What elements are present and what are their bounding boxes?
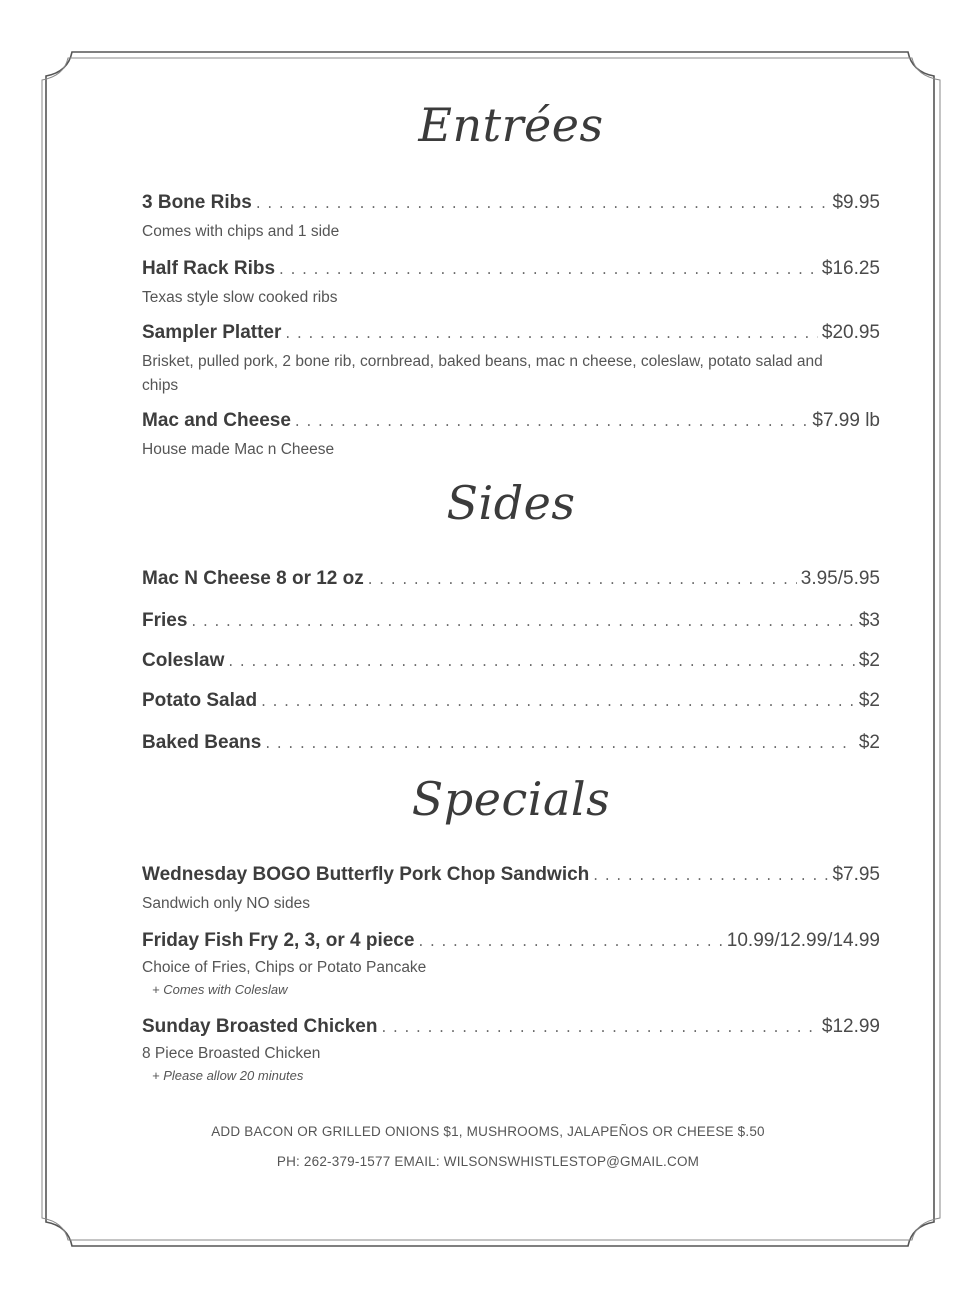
dot-leader (381, 1018, 817, 1036)
side-name: Potato Salad (142, 690, 258, 711)
side-name: Baked Beans (142, 732, 262, 753)
special-item (142, 1016, 880, 1083)
dot-leader (295, 412, 808, 430)
entree-name: Sampler Platter (142, 322, 282, 343)
dot-leader (228, 652, 854, 670)
side-price: $2 (858, 690, 880, 711)
side-price: $2 (858, 732, 880, 753)
entree-name: 3 Bone Ribs (142, 192, 252, 213)
entree-price: $7.99 lb (812, 410, 880, 431)
special-price: $7.95 (832, 864, 880, 885)
entrees-heading: Entrées (418, 98, 604, 152)
entree-price: $20.95 (821, 322, 880, 343)
special-note: + Comes with Coleslaw (152, 982, 288, 997)
special-description: Choice of Fries, Chips or Potato Pancake (142, 959, 427, 976)
entree-item (142, 322, 880, 398)
special-name: Friday Fish Fry 2, 3, or 4 piece (142, 930, 415, 951)
side-item (142, 732, 880, 754)
dot-leader (279, 260, 818, 278)
side-item (142, 610, 880, 632)
entree-description: Comes with chips and 1 side (142, 223, 340, 240)
entree-item (142, 258, 880, 310)
special-item (142, 930, 880, 997)
dot-leader (256, 194, 829, 212)
entree-item (142, 410, 880, 462)
special-price: 10.99/12.99/14.99 (726, 930, 880, 951)
entree-description: Texas style slow cooked ribs (142, 289, 338, 306)
side-item (142, 690, 880, 712)
dot-leader (265, 734, 855, 752)
contact-info: PH: 262-379-1577 EMAIL: WILSONSWHISTLESTOP@GMAIL.COM (276, 1154, 700, 1169)
side-name: Coleslaw (142, 650, 225, 671)
entree-description: House made Mac n Cheese (142, 441, 335, 458)
special-price: $12.99 (821, 1016, 880, 1037)
side-name: Mac N Cheese 8 or 12 oz (142, 568, 364, 589)
entree-item (142, 192, 880, 244)
side-price: 3.95/5.95 (800, 568, 880, 589)
special-name: Sunday Broasted Chicken (142, 1016, 378, 1037)
special-description: Sandwich only NO sides (142, 895, 310, 912)
special-note: + Please allow 20 minutes (152, 1068, 304, 1083)
special-item (142, 864, 880, 916)
side-name: Fries (142, 610, 188, 631)
entree-price: $9.95 (832, 192, 880, 213)
side-item (142, 650, 880, 672)
entree-name: Half Rack Ribs (142, 258, 276, 279)
side-price: $3 (858, 610, 880, 631)
side-item (142, 568, 880, 590)
addons-note: ADD BACON OR GRILLED ONIONS $1, MUSHROOMS, JALAPEÑOS OR CHEESE $.50 (211, 1124, 765, 1139)
dot-leader (191, 612, 854, 630)
dot-leader (418, 932, 722, 950)
sides-heading: Sides (446, 476, 576, 530)
dot-leader (261, 692, 855, 710)
special-name: Wednesday BOGO Butterfly Pork Chop Sandwich (142, 864, 590, 885)
dot-leader (285, 324, 817, 342)
entree-price: $16.25 (821, 258, 880, 279)
specials-heading: Specials (411, 772, 611, 826)
dot-leader (593, 866, 828, 884)
special-description: 8 Piece Broasted Chicken (142, 1045, 321, 1062)
side-price: $2 (858, 650, 880, 671)
dot-leader (368, 570, 797, 588)
entree-name: Mac and Cheese (142, 410, 291, 431)
entree-description: Brisket, pulled pork, 2 bone rib, cornbread, baked beans, mac n cheese, coleslaw, potato salad and chips (142, 353, 823, 394)
